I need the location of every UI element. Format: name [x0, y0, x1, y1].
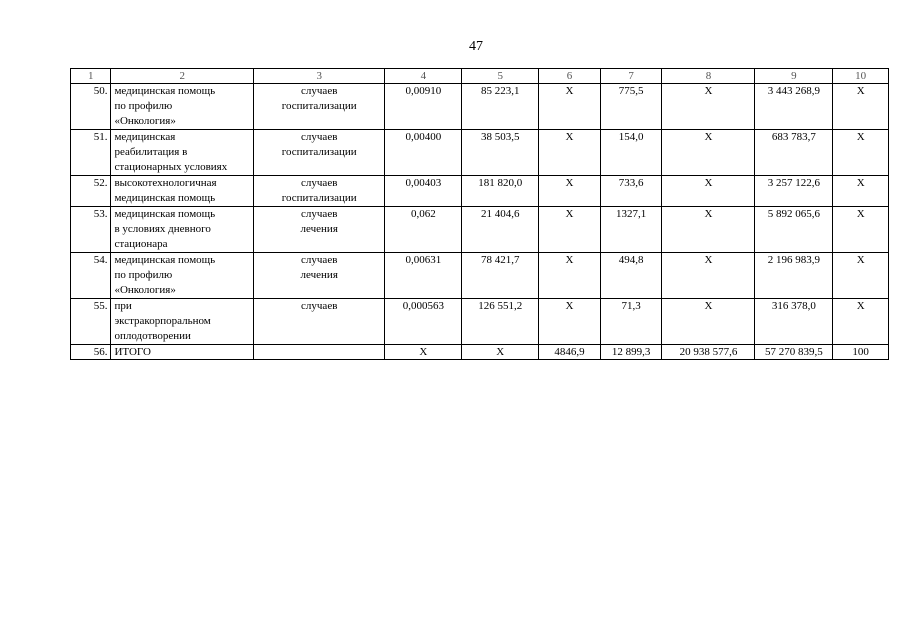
- row-value-cell-c10: X: [833, 253, 889, 299]
- row-name-line: реабилитация в: [114, 146, 188, 158]
- row-value-cell-c5: 181 820,0: [462, 176, 539, 207]
- row-value-cell-c8: X: [662, 84, 755, 130]
- row-unit-line: случаев: [301, 177, 338, 189]
- header-cell: 5: [462, 69, 539, 84]
- row-value-cell-c5: 21 404,6: [462, 207, 539, 253]
- row-name-line: медицинская помощь: [114, 85, 216, 97]
- row-name-line: при: [114, 300, 132, 312]
- row-number-cell: 53.: [71, 207, 111, 253]
- header-cell: 2: [111, 69, 254, 84]
- row-value-cell-c9: 3 443 268,9: [755, 84, 833, 130]
- header-cell: 10: [833, 69, 889, 84]
- row-value-cell-c8: X: [662, 207, 755, 253]
- table-row: [71, 299, 889, 345]
- row-unit-cell: [254, 253, 385, 299]
- total-value-cell-c9: 57 270 839,5: [755, 345, 833, 360]
- row-value-cell-c6: X: [539, 84, 601, 130]
- row-value-cell-c9: 683 783,7: [755, 130, 833, 176]
- row-value-cell-c10: X: [833, 299, 889, 345]
- table-row: [71, 253, 889, 299]
- row-value-cell-c4: 0,00631: [385, 253, 462, 299]
- row-value-cell-c4: 0,00400: [385, 130, 462, 176]
- row-unit-line: госпитализации: [281, 192, 357, 204]
- row-number-cell: 52.: [71, 176, 111, 207]
- row-unit-line: случаев: [301, 131, 338, 143]
- table-row: [71, 207, 889, 253]
- row-value-cell-c8: X: [662, 176, 755, 207]
- row-name-cell: [111, 253, 254, 299]
- row-name-cell: [111, 299, 254, 345]
- row-value-cell-c10: X: [833, 84, 889, 130]
- row-value-cell-c6: X: [539, 253, 601, 299]
- row-value-cell-c7: 71,3: [600, 299, 662, 345]
- table-row: [71, 84, 889, 130]
- header-cell: 7: [600, 69, 662, 84]
- row-value-cell-c6: X: [539, 130, 601, 176]
- row-name-line: «Онкология»: [114, 115, 176, 127]
- row-number-cell: 50.: [71, 84, 111, 130]
- row-value-cell-c9: 2 196 983,9: [755, 253, 833, 299]
- row-name-line: медицинская помощь: [114, 208, 216, 220]
- row-unit-cell: [254, 207, 385, 253]
- row-unit-line: лечения: [300, 223, 338, 235]
- row-value-cell-c7: 733,6: [600, 176, 662, 207]
- row-number-cell: 55.: [71, 299, 111, 345]
- row-name-line: в условиях дневного: [114, 223, 211, 235]
- row-value-cell-c10: X: [833, 176, 889, 207]
- total-row: [71, 345, 889, 360]
- row-name-line: оплодотворении: [114, 330, 191, 342]
- row-value-cell-c5: 78 421,7: [462, 253, 539, 299]
- row-value-cell-c9: 5 892 065,6: [755, 207, 833, 253]
- header-cell: 1: [71, 69, 111, 84]
- row-unit-cell: [254, 130, 385, 176]
- total-value-cell-c4: X: [385, 345, 462, 360]
- row-name-cell: [111, 176, 254, 207]
- row-value-cell-c7: 154,0: [600, 130, 662, 176]
- row-number-cell: 54.: [71, 253, 111, 299]
- row-unit-line: случаев: [301, 85, 338, 97]
- row-value-cell-c6: X: [539, 176, 601, 207]
- row-value-cell-c8: X: [662, 130, 755, 176]
- row-name-line: медицинская помощь: [114, 254, 216, 266]
- row-name-line: «Онкология»: [114, 284, 176, 296]
- row-value-cell-c7: 775,5: [600, 84, 662, 130]
- row-value-cell-c5: 126 551,2: [462, 299, 539, 345]
- row-value-cell-c6: X: [539, 207, 601, 253]
- row-value-cell-c6: X: [539, 299, 601, 345]
- total-value-cell-c8: 20 938 577,6: [662, 345, 755, 360]
- row-name-line: медицинская: [114, 131, 176, 143]
- row-name-cell: [111, 130, 254, 176]
- header-cell: 4: [385, 69, 462, 84]
- row-name-line: по профилю: [114, 269, 173, 281]
- row-name-line: экстракорпоральном: [114, 315, 211, 327]
- row-value-cell-c10: X: [833, 130, 889, 176]
- row-number-cell: 51.: [71, 130, 111, 176]
- header-cell: 3: [254, 69, 385, 84]
- row-value-cell-c7: 1327,1: [600, 207, 662, 253]
- total-value-cell-c6: 4846,9: [539, 345, 601, 360]
- total-unit-cell: [254, 345, 385, 360]
- total-value-cell-c7: 12 899,3: [600, 345, 662, 360]
- total-label-cell: ИТОГО: [111, 345, 254, 360]
- row-value-cell-c5: 38 503,5: [462, 130, 539, 176]
- row-name-line: стационарных условиях: [114, 161, 228, 173]
- data-table: [70, 68, 889, 360]
- row-value-cell-c4: 0,00910: [385, 84, 462, 130]
- header-cell: 8: [662, 69, 755, 84]
- row-value-cell-c8: X: [662, 253, 755, 299]
- row-value-cell-c10: X: [833, 207, 889, 253]
- row-unit-line: госпитализации: [281, 100, 357, 112]
- row-name-line: по профилю: [114, 100, 173, 112]
- row-name-cell: [111, 207, 254, 253]
- row-value-cell-c9: 3 257 122,6: [755, 176, 833, 207]
- row-name-line: высокотехнологичная: [114, 177, 217, 189]
- row-unit-cell: [254, 84, 385, 130]
- row-value-cell-c9: 316 378,0: [755, 299, 833, 345]
- row-value-cell-c4: 0,00403: [385, 176, 462, 207]
- table-row: [71, 130, 889, 176]
- header-row: [71, 69, 889, 84]
- row-name-line: медицинская помощь: [114, 192, 216, 204]
- row-name-line: стационара: [114, 238, 168, 250]
- row-value-cell-c7: 494,8: [600, 253, 662, 299]
- row-value-cell-c4: 0,062: [385, 207, 462, 253]
- row-unit-cell: [254, 176, 385, 207]
- total-number-cell: 56.: [71, 345, 111, 360]
- header-cell: 6: [539, 69, 601, 84]
- row-unit-line: случаев: [301, 254, 338, 266]
- total-value-cell-c10: 100: [833, 345, 889, 360]
- row-unit-line: случаев: [301, 208, 338, 220]
- row-name-cell: [111, 84, 254, 130]
- table-body: [71, 69, 889, 360]
- row-unit-line: госпитализации: [281, 146, 357, 158]
- table-row: [71, 176, 889, 207]
- row-unit-line: случаев: [301, 300, 338, 312]
- header-cell: 9: [755, 69, 833, 84]
- row-value-cell-c4: 0,000563: [385, 299, 462, 345]
- row-unit-cell: [254, 299, 385, 345]
- total-value-cell-c5: X: [462, 345, 539, 360]
- page-number: 47: [469, 39, 483, 54]
- row-unit-line: лечения: [300, 269, 338, 281]
- row-value-cell-c5: 85 223,1: [462, 84, 539, 130]
- row-value-cell-c8: X: [662, 299, 755, 345]
